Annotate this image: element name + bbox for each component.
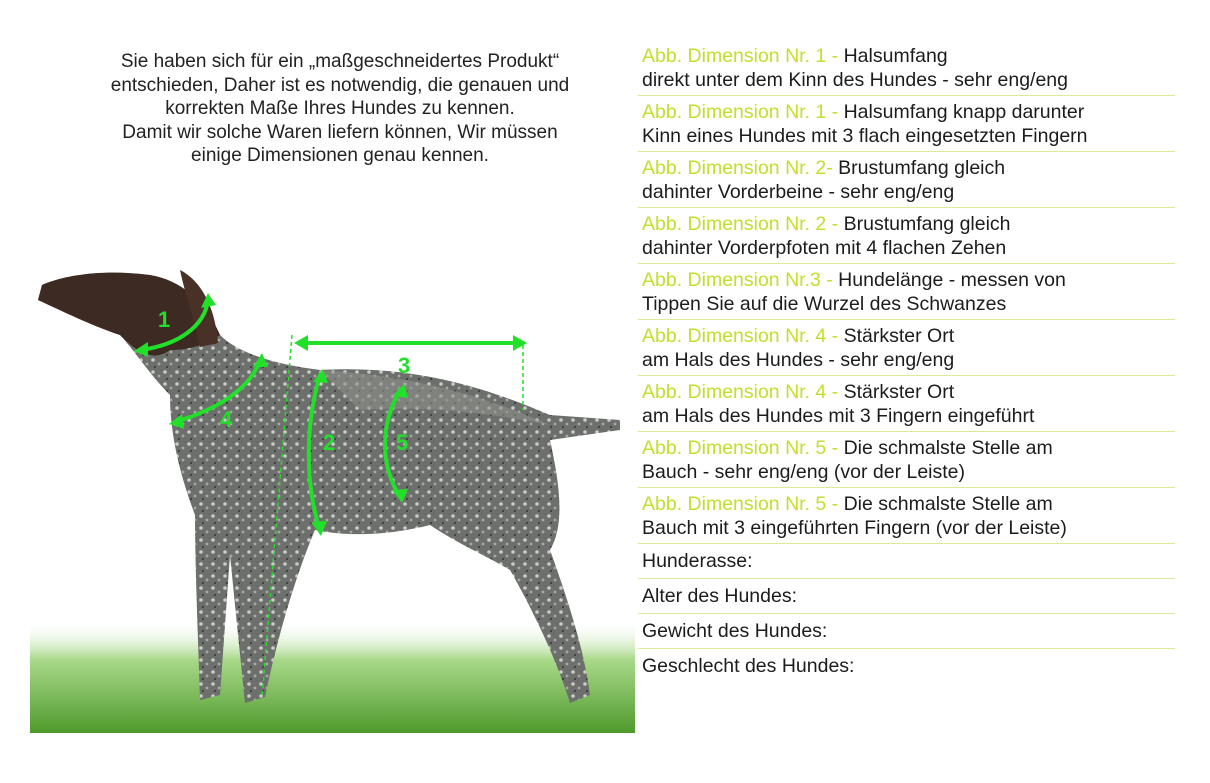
dimension-title: Brustumfang gleich xyxy=(838,157,1006,179)
dog-measurement-diagram xyxy=(30,225,635,733)
dimension-row xyxy=(638,432,1175,488)
dimension-description: direkt unter dem Kinn des Hundes - sehr eng/eng xyxy=(642,69,1069,91)
grass xyxy=(30,620,635,733)
intro-line: Sie haben sich für ein „maßgeschneidertes Produkt“ xyxy=(120,51,560,72)
dimension-description: Bauch mit 3 eingeführten Fingern (vor der Leiste) xyxy=(642,517,1067,539)
dimension-title: Die schmalste Stelle am xyxy=(843,493,1053,515)
dimension-prefix: Abb. Dimension Nr. 4 - xyxy=(642,325,844,347)
label-1: 1 xyxy=(158,307,171,332)
dimension-prefix: Abb. Dimension Nr. 1 - xyxy=(642,101,844,123)
label-5: 5 xyxy=(396,430,409,455)
dimension-prefix: Abb. Dimension Nr. 2- xyxy=(642,157,839,179)
dimension-row xyxy=(638,264,1175,320)
dimension-title: Hundelänge - messen von xyxy=(838,269,1066,291)
intro-line: einige Dimensionen genau kennen. xyxy=(191,145,489,166)
sex-field[interactable]: Geschlecht des Hundes: xyxy=(642,655,855,677)
dimension-description: dahinter Vorderpfoten mit 4 flachen Zehen xyxy=(642,237,1007,259)
dimension-description: Tippen Sie auf die Wurzel des Schwanzes xyxy=(642,293,1007,315)
intro-line: Damit wir solche Waren liefern können, Wir müssen xyxy=(122,121,558,143)
label-2: 2 xyxy=(323,430,336,455)
dimension-row xyxy=(638,320,1175,376)
dimension-title: Halsumfang xyxy=(843,45,948,67)
intro-line: entschieden, Daher ist es notwendig, die genauen und xyxy=(110,74,570,96)
dimension-description: Kinn eines Hundes mit 3 flach eingesetzten Fingern xyxy=(642,125,1088,147)
dimension-title: Brustumfang gleich xyxy=(843,213,1011,235)
dimension-row xyxy=(638,376,1175,432)
dimension-description: am Hals des Hundes - sehr eng/eng xyxy=(642,349,955,371)
dimension-list xyxy=(638,40,1175,684)
weight-field[interactable]: Gewicht des Hundes: xyxy=(638,614,1175,649)
dimension-description: am Hals des Hundes mit 3 Fingern eingeführt xyxy=(642,405,1035,427)
dimension-prefix: Abb. Dimension Nr. 5 - xyxy=(642,493,844,515)
intro-text xyxy=(50,50,630,168)
dimension-row xyxy=(638,488,1175,544)
label-3: 3 xyxy=(398,353,411,378)
label-4: 4 xyxy=(220,407,233,432)
age-field[interactable]: Alter des Hundes: xyxy=(638,579,1175,614)
breed-field[interactable]: Hunderasse: xyxy=(638,544,1175,579)
dimension-prefix: Abb. Dimension Nr.3 - xyxy=(642,269,839,291)
dimension-row xyxy=(638,208,1175,264)
dimension-prefix: Abb. Dimension Nr. 1 - xyxy=(642,45,844,67)
dimension-description: dahinter Vorderbeine - sehr eng/eng xyxy=(642,181,955,203)
dimension-row xyxy=(638,96,1175,152)
dimension-title: Stärkster Ort xyxy=(843,325,955,347)
dimension-prefix: Abb. Dimension Nr. 4 - xyxy=(642,381,844,403)
dimension-prefix: Abb. Dimension Nr. 5 - xyxy=(642,437,844,459)
dimension-row xyxy=(638,152,1175,208)
dimension-prefix: Abb. Dimension Nr. 2 - xyxy=(642,213,844,235)
dimension-title: Stärkster Ort xyxy=(843,381,955,403)
dimension-row xyxy=(638,40,1175,96)
dimension-description: Bauch - sehr eng/eng (vor der Leiste) xyxy=(642,461,966,483)
dimension-title: Die schmalste Stelle am xyxy=(843,437,1053,459)
dog-illustration xyxy=(30,225,635,733)
intro-line: korrekten Maße Ihres Hundes zu kennen. xyxy=(165,98,515,119)
dimension-title: Halsumfang knapp darunter xyxy=(843,101,1085,123)
